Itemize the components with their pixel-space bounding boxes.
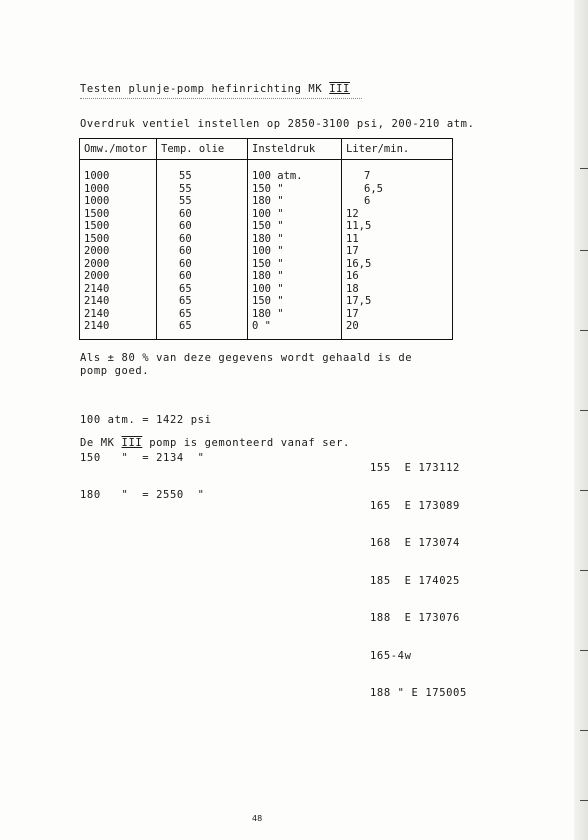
table-row — [80, 245, 453, 258]
column-header-rpm: Omw./motor — [80, 139, 157, 160]
page-edge-shadow — [574, 0, 588, 840]
cell-temp: 65 — [157, 283, 248, 296]
serial-row: 185 E 174025 — [370, 574, 460, 587]
cell-temp: 60 — [157, 245, 248, 258]
edge-tick — [580, 730, 588, 731]
table-row — [80, 170, 453, 183]
cell-pressure: 100 atm. — [248, 170, 342, 183]
table-row — [80, 270, 453, 283]
serial-number-list — [370, 437, 467, 725]
pressure-setting-instruction: Overdruk ventiel instellen op 2850-3100 psi, 200-210 atm. — [80, 118, 475, 130]
table-row — [80, 320, 453, 339]
pump-test-table — [79, 138, 453, 340]
cell-pressure: 150 " — [248, 183, 342, 196]
cell-rpm: 2000 — [80, 245, 157, 258]
cell-pressure: 100 " — [248, 208, 342, 221]
cell-rpm: 2140 — [80, 308, 157, 321]
cell-rpm: 2000 — [80, 270, 157, 283]
title-text: Testen plunje-pomp hefinrichting MK — [80, 83, 330, 95]
cell-temp: 60 — [157, 233, 248, 246]
table-row — [80, 308, 453, 321]
cell-pressure: 180 " — [248, 233, 342, 246]
edge-tick — [580, 168, 588, 169]
cell-rpm: 1000 — [80, 195, 157, 208]
table-row — [80, 195, 453, 208]
cell-rpm: 1500 — [80, 233, 157, 246]
cell-temp: 65 — [157, 308, 248, 321]
cell-rpm: 1000 — [80, 183, 157, 196]
conversion-row: 100 atm. = 1422 psi — [80, 414, 212, 426]
table-spacer — [80, 160, 453, 171]
mounted-prefix: De MK — [80, 437, 122, 449]
serial-row: 188 " E 175005 — [370, 687, 467, 699]
cell-rpm: 2000 — [80, 258, 157, 271]
table-row — [80, 208, 453, 221]
cell-rpm: 1500 — [80, 208, 157, 221]
cell-flow: 20 — [342, 320, 453, 339]
cell-temp: 60 — [157, 220, 248, 233]
cell-flow: 6,5 — [342, 183, 453, 196]
cell-pressure: 150 " — [248, 295, 342, 308]
edge-tick — [580, 570, 588, 571]
edge-tick — [580, 410, 588, 411]
cell-flow: 17 — [342, 308, 453, 321]
serial-row: 165-4w — [370, 649, 412, 662]
cell-flow: 6 — [342, 195, 453, 208]
tolerance-note-line-2: pomp goed. — [80, 364, 150, 377]
document-title — [80, 83, 350, 96]
table-row — [80, 220, 453, 233]
cell-temp: 65 — [157, 295, 248, 308]
cell-rpm: 2140 — [80, 295, 157, 308]
pressure-conversion-list — [80, 389, 212, 527]
tolerance-note — [80, 352, 412, 377]
cell-rpm: 1000 — [80, 170, 157, 183]
cell-flow: 16 — [342, 270, 453, 283]
cell-temp: 60 — [157, 208, 248, 221]
title-underline — [80, 98, 362, 101]
cell-flow: 17,5 — [342, 295, 453, 308]
cell-pressure: 150 " — [248, 258, 342, 271]
edge-tick — [580, 250, 588, 251]
cell-flow: 12 — [342, 208, 453, 221]
mounted-roman-numeral: III — [121, 437, 143, 449]
serial-row: 155 E 173112 — [370, 462, 460, 474]
cell-flow: 11,5 — [342, 220, 453, 233]
mounted-from-serial-text — [80, 437, 350, 450]
edge-tick — [580, 490, 588, 491]
conversion-row: 150 " = 2134 " — [80, 451, 205, 464]
table-row — [80, 283, 453, 296]
cell-pressure: 180 " — [248, 195, 342, 208]
cell-pressure: 150 " — [248, 220, 342, 233]
edge-tick — [580, 650, 588, 651]
cell-rpm: 1500 — [80, 220, 157, 233]
table-header-row — [80, 139, 453, 160]
serial-row: 188 E 173076 — [370, 612, 460, 624]
tolerance-note-line-1: Als ± 80 % van deze gegevens wordt gehaald is de — [80, 352, 413, 364]
cell-pressure: 180 " — [248, 308, 342, 321]
title-roman-numeral: III — [329, 83, 350, 95]
conversion-row: 180 " = 2550 " — [80, 489, 205, 501]
cell-temp: 55 — [157, 183, 248, 196]
page-number: 48 — [252, 814, 263, 823]
cell-temp: 60 — [157, 270, 248, 283]
cell-pressure: 100 " — [248, 283, 342, 296]
cell-rpm: 2140 — [80, 320, 157, 339]
table-row — [80, 295, 453, 308]
cell-pressure: 100 " — [248, 245, 342, 258]
edge-tick — [580, 800, 588, 801]
cell-flow: 16,5 — [342, 258, 453, 271]
column-header-flow: Liter/min. — [342, 139, 453, 160]
table-row — [80, 183, 453, 196]
column-header-oil-temp: Temp. olie — [157, 139, 248, 160]
cell-temp: 55 — [157, 195, 248, 208]
cell-rpm: 2140 — [80, 283, 157, 296]
cell-temp: 65 — [157, 320, 248, 339]
cell-flow: 11 — [342, 233, 453, 246]
cell-flow: 7 — [342, 170, 453, 183]
table-row — [80, 258, 453, 271]
mounted-suffix: pomp is gemonteerd vanaf ser. — [142, 437, 350, 449]
cell-flow: 17 — [342, 245, 453, 258]
table-row — [80, 233, 453, 246]
column-header-set-pressure: Insteldruk — [248, 139, 342, 160]
edge-tick — [580, 330, 588, 331]
serial-row: 168 E 173074 — [370, 537, 460, 549]
cell-temp: 55 — [157, 170, 248, 183]
serial-row: 165 E 173089 — [370, 499, 460, 512]
cell-pressure: 0 " — [248, 320, 342, 339]
cell-temp: 60 — [157, 258, 248, 271]
cell-pressure: 180 " — [248, 270, 342, 283]
cell-flow: 18 — [342, 283, 453, 296]
